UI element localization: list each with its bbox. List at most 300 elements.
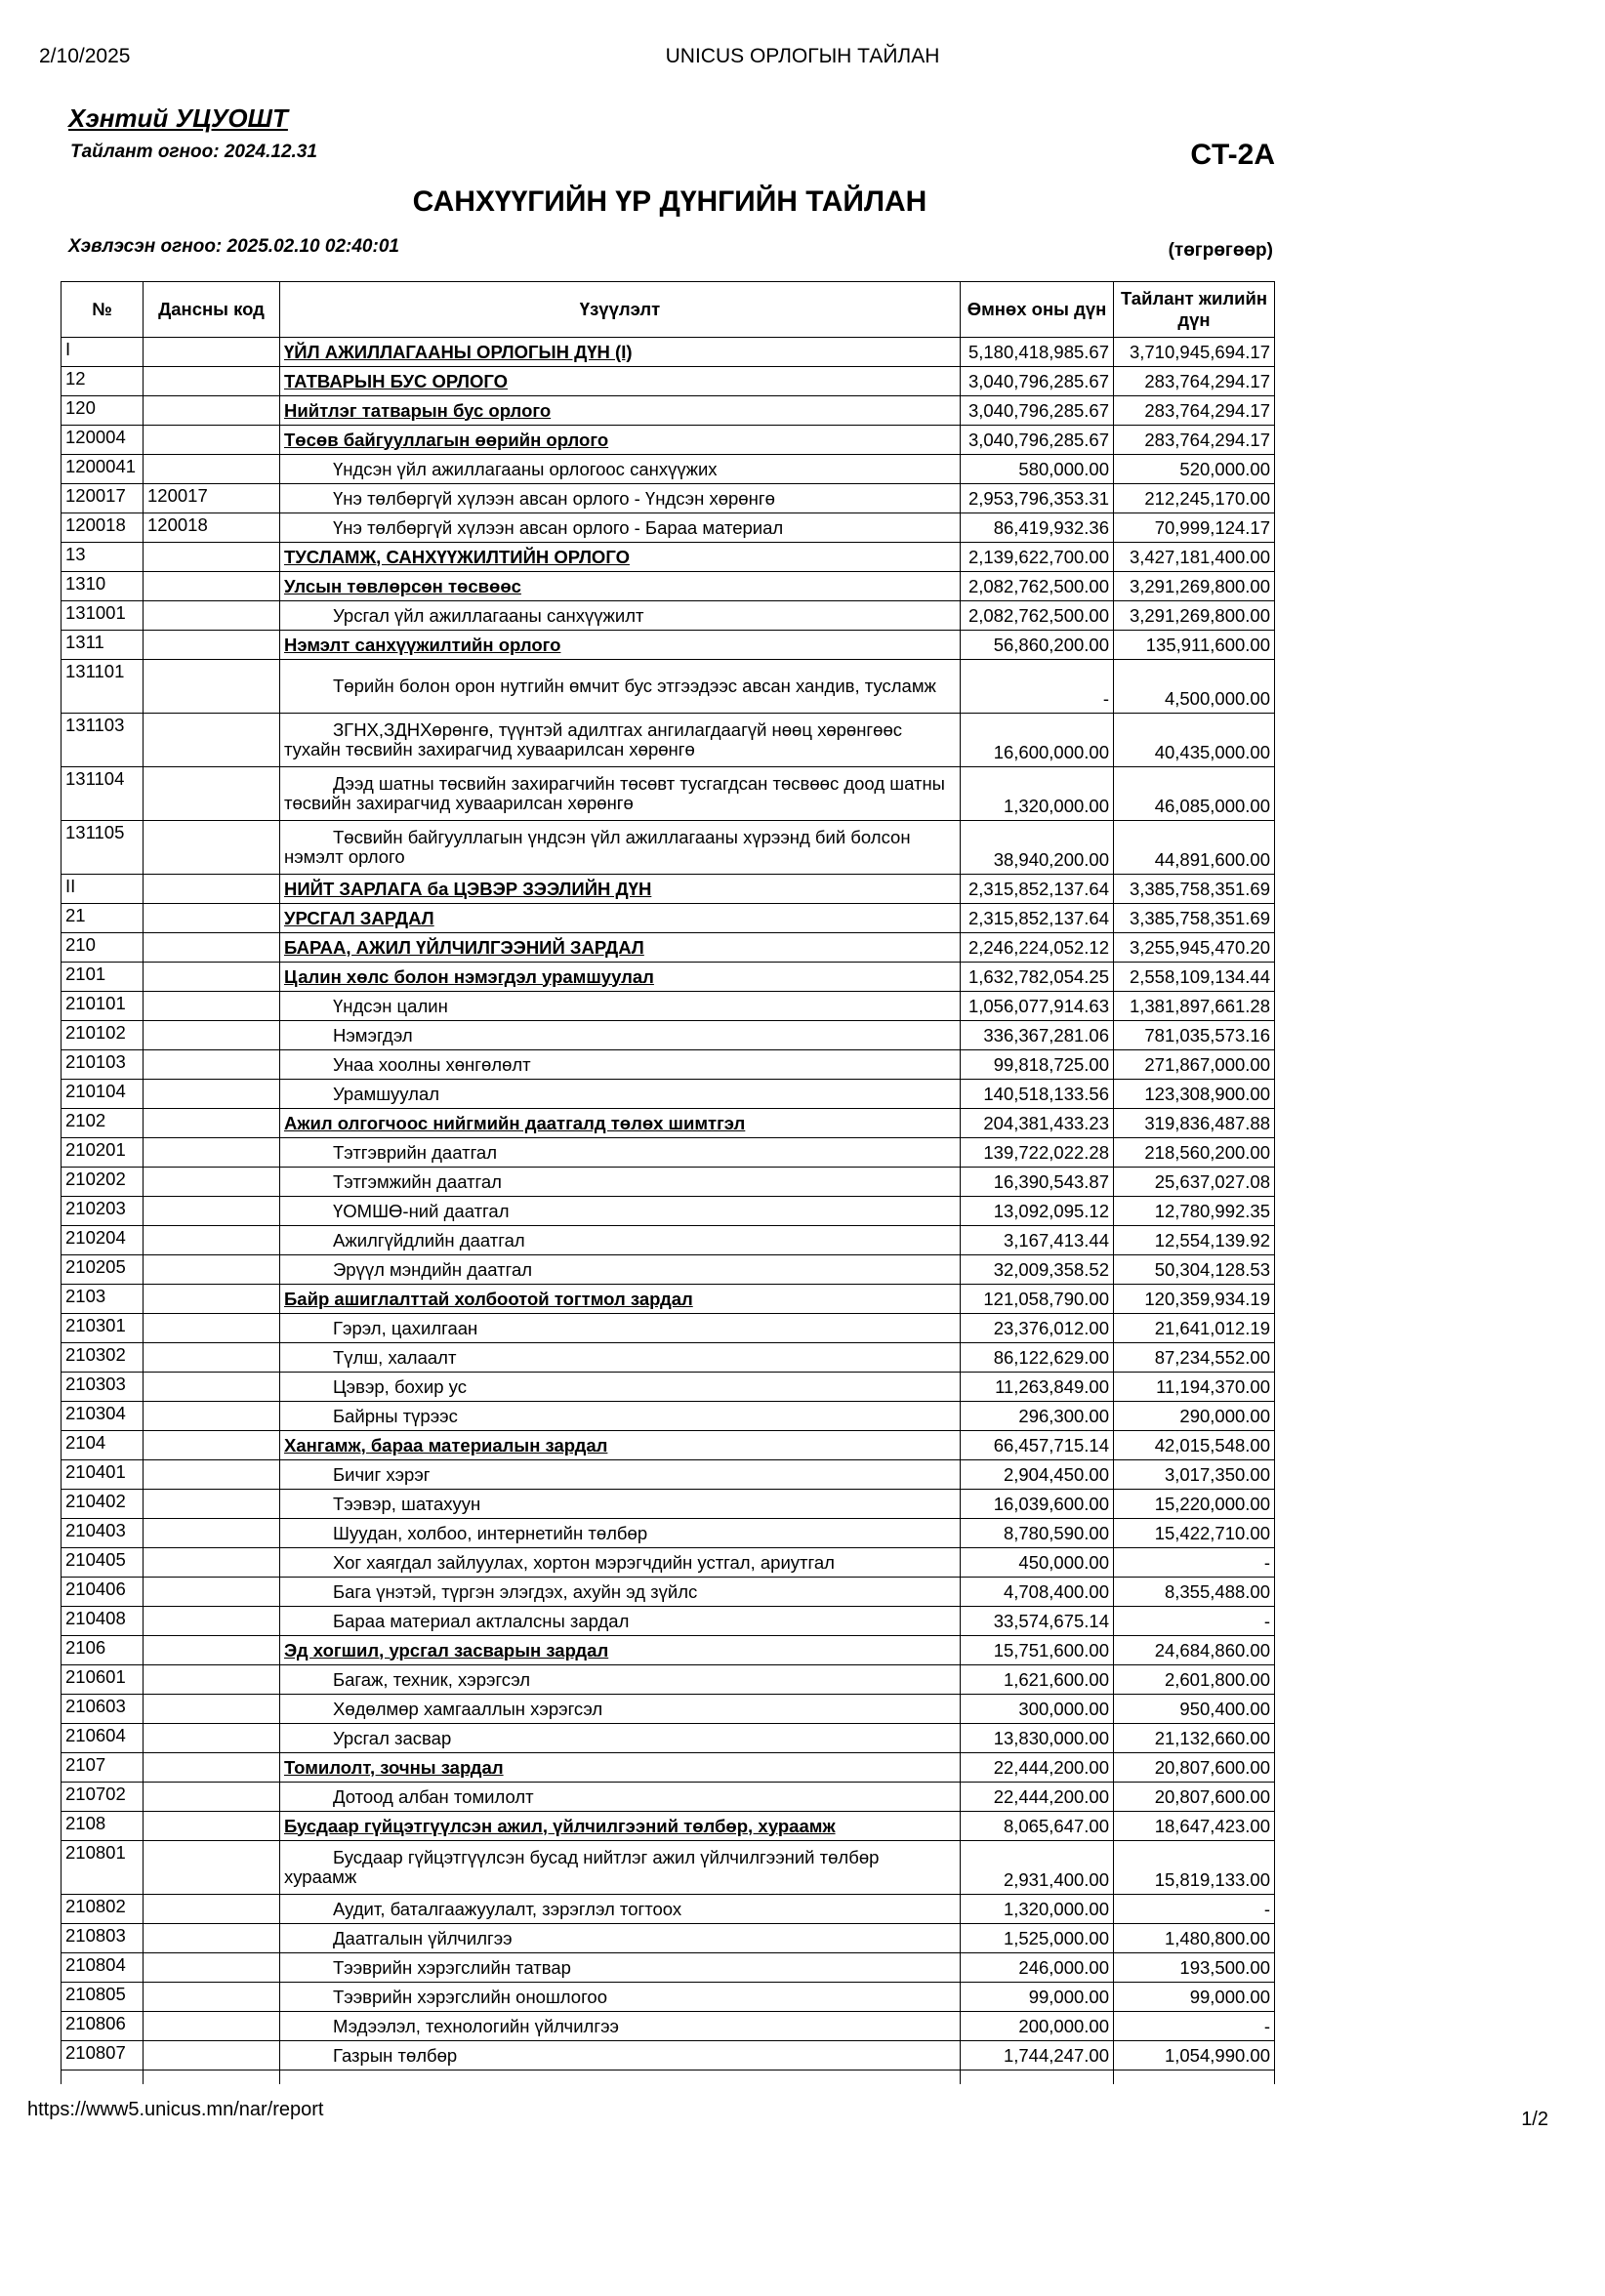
current-year-amount: 11,194,370.00	[1114, 1373, 1275, 1402]
current-year-amount: 8,355,488.00	[1114, 1578, 1275, 1607]
current-year-amount: 42,015,548.00	[1114, 1431, 1275, 1460]
indicator-label: Дээд шатны төсвийн захирагчийн төсөвт тусгагдсан төсвөөс доод шатны төсвийн захирагчид хуваарилсан хөрөнгө	[284, 773, 945, 813]
row-number: 120004	[62, 426, 144, 455]
page-title: САНХҮҮГИЙН ҮР ДҮНГИЙН ТАЙЛАН	[412, 185, 927, 218]
table-row	[62, 1983, 1275, 2012]
account-code	[144, 1285, 280, 1314]
current-year-amount: 283,764,294.17	[1114, 367, 1275, 396]
table-row	[62, 1519, 1275, 1548]
current-year-amount: 283,764,294.17	[1114, 396, 1275, 426]
indicator-name: Нэмэлт санхүүжилтийн орлого	[280, 631, 961, 660]
table-row	[62, 1285, 1275, 1314]
table-row	[62, 1841, 1275, 1895]
row-number: II	[62, 875, 144, 904]
table-row	[62, 1138, 1275, 1168]
table-row	[62, 1343, 1275, 1373]
indicator-name: Ажил олгогчоос нийгмийн даатгалд төлөх шимтгэл	[280, 1109, 961, 1138]
organization-name: Хэнтий УЦУОШТ	[68, 103, 288, 133]
indicator-label: Төрийн болон орон нутгийн өмчит бус этгээдээс авсан хандив, тусламж	[333, 676, 936, 696]
previous-year-amount: 11,263,849.00	[961, 1373, 1114, 1402]
current-year-amount: 20,807,600.00	[1114, 1783, 1275, 1812]
indicator-name	[280, 714, 961, 767]
previous-year-amount: 2,953,796,353.31	[961, 484, 1114, 513]
account-code	[144, 821, 280, 875]
indicator-label: Шуудан, холбоо, интернетийн төлбөр	[333, 1522, 648, 1543]
indicator-name	[280, 1895, 961, 1924]
previous-year-amount: 246,000.00	[961, 1953, 1114, 1983]
account-code	[144, 1168, 280, 1197]
indicator-label: Эрүүл мэндийн даатгал	[333, 1258, 533, 1280]
indicator-name: Төсөв байгууллагын өөрийн орлого	[280, 426, 961, 455]
previous-year-amount: 450,000.00	[961, 1548, 1114, 1578]
table-row	[62, 1402, 1275, 1431]
table-row	[62, 1548, 1275, 1578]
table-row	[62, 455, 1275, 484]
row-number: 210806	[62, 2012, 144, 2041]
indicator-label: Газрын төлбөр	[333, 2044, 458, 2066]
indicator-label: Бараа материал актлалсны зардал	[333, 1610, 630, 1631]
table-row	[62, 1460, 1275, 1490]
row-number: 1310	[62, 572, 144, 601]
previous-year-amount: 200,000.00	[961, 2012, 1114, 2041]
row-number: 210202	[62, 1168, 144, 1197]
account-code	[144, 2012, 280, 2041]
indicator-label: Нэмэгдэл	[333, 1024, 413, 1046]
account-code	[144, 1255, 280, 1285]
indicator-label: Аудит, баталгаажуулалт, зэрэглэл тогтоох	[333, 1898, 682, 1919]
current-year-amount: 20,807,600.00	[1114, 1753, 1275, 1783]
form-code: CT-2A	[1190, 139, 1275, 171]
indicator-name: Нийтлэг татварын бус орлого	[280, 396, 961, 426]
account-code	[144, 904, 280, 933]
row-number: 210807	[62, 2041, 144, 2070]
indicator-name	[280, 484, 961, 513]
table-row	[62, 1314, 1275, 1343]
table-row	[62, 1695, 1275, 1724]
account-code	[144, 1050, 280, 1080]
current-year-amount: 290,000.00	[1114, 1402, 1275, 1431]
previous-year-amount: 2,139,622,700.00	[961, 543, 1114, 572]
indicator-name	[280, 1578, 961, 1607]
row-number: 210	[62, 933, 144, 963]
account-code	[144, 1109, 280, 1138]
account-code	[144, 1841, 280, 1895]
account-code	[144, 1431, 280, 1460]
row-number: 210104	[62, 1080, 144, 1109]
indicator-name: ҮЙЛ АЖИЛЛАГААНЫ ОРЛОГЫН ДҮН (I)	[280, 338, 961, 367]
current-year-amount: 40,435,000.00	[1114, 714, 1275, 767]
table-row	[62, 1109, 1275, 1138]
account-code	[144, 1607, 280, 1636]
current-year-amount: 15,819,133.00	[1114, 1841, 1275, 1895]
indicator-name: Эд хогшил, урсгал засварын зардал	[280, 1636, 961, 1665]
current-year-amount: 1,054,990.00	[1114, 2041, 1275, 2070]
table-row	[62, 396, 1275, 426]
account-code	[144, 1724, 280, 1753]
current-year-amount: 70,999,124.17	[1114, 513, 1275, 543]
previous-year-amount: 2,315,852,137.64	[961, 904, 1114, 933]
previous-year-amount: 86,122,629.00	[961, 1343, 1114, 1373]
current-year-amount: 218,560,200.00	[1114, 1138, 1275, 1168]
empty-cell	[62, 2070, 144, 2085]
row-number: 2107	[62, 1753, 144, 1783]
row-number: 131104	[62, 767, 144, 821]
indicator-name: Байр ашиглалттай холбоотой тогтмол зардал	[280, 1285, 961, 1314]
previous-year-amount: 22,444,200.00	[961, 1753, 1114, 1783]
indicator-name	[280, 513, 961, 543]
table-row	[62, 338, 1275, 367]
account-code	[144, 1695, 280, 1724]
table-row	[62, 572, 1275, 601]
indicator-name	[280, 1373, 961, 1402]
account-code	[144, 1460, 280, 1490]
row-number: 12	[62, 367, 144, 396]
row-number: 210603	[62, 1695, 144, 1724]
indicator-name: БАРАА, АЖИЛ ҮЙЛЧИЛГЭЭНИЙ ЗАРДАЛ	[280, 933, 961, 963]
previous-year-amount: 8,065,647.00	[961, 1812, 1114, 1841]
row-number: 210401	[62, 1460, 144, 1490]
indicator-label: Тэтгэмжийн даатгал	[333, 1170, 502, 1192]
indicator-name	[280, 1841, 961, 1895]
current-year-amount: 3,710,945,694.17	[1114, 338, 1275, 367]
row-number: 2103	[62, 1285, 144, 1314]
indicator-name: Бусдаар гүйцэтгүүлсэн ажил, үйлчилгээний төлбөр, хураамж	[280, 1812, 961, 1841]
indicator-name	[280, 1050, 961, 1080]
indicator-name	[280, 2012, 961, 2041]
table-row	[62, 631, 1275, 660]
current-year-amount: 2,601,800.00	[1114, 1665, 1275, 1695]
row-number: 210408	[62, 1607, 144, 1636]
table-row	[62, 1895, 1275, 1924]
table-row	[62, 1021, 1275, 1050]
indicator-name	[280, 1924, 961, 1953]
report-date: Тайлант огноо: 2024.12.31	[70, 142, 317, 162]
row-number: 210201	[62, 1138, 144, 1168]
indicator-name	[280, 821, 961, 875]
table-row	[62, 1226, 1275, 1255]
row-number: 210304	[62, 1402, 144, 1431]
indicator-name	[280, 1983, 961, 2012]
indicator-name	[280, 455, 961, 484]
current-year-amount: 50,304,128.53	[1114, 1255, 1275, 1285]
current-year-amount: 46,085,000.00	[1114, 767, 1275, 821]
account-code	[144, 992, 280, 1021]
table-header-row	[62, 282, 1275, 338]
table-row	[62, 1431, 1275, 1460]
account-code	[144, 1753, 280, 1783]
account-code	[144, 543, 280, 572]
indicator-name: Улсын төвлөрсөн төсвөөс	[280, 572, 961, 601]
table-row	[62, 1753, 1275, 1783]
empty-cell	[144, 2070, 280, 2085]
row-number: 131105	[62, 821, 144, 875]
row-number: 210205	[62, 1255, 144, 1285]
indicator-label: Тээврийн хэрэгслийн оношлогоо	[333, 1986, 607, 2007]
previous-year-amount: 33,574,675.14	[961, 1607, 1114, 1636]
previous-year-amount: 2,904,450.00	[961, 1460, 1114, 1490]
previous-year-amount: 56,860,200.00	[961, 631, 1114, 660]
indicator-label: Гэрэл, цахилгаан	[333, 1317, 478, 1338]
indicator-label: Унаа хоолны хөнгөлөлт	[333, 1053, 531, 1075]
account-code	[144, 1080, 280, 1109]
current-year-amount: 271,867,000.00	[1114, 1050, 1275, 1080]
account-code	[144, 875, 280, 904]
table-row	[62, 1490, 1275, 1519]
previous-year-amount: 16,039,600.00	[961, 1490, 1114, 1519]
indicator-name	[280, 2041, 961, 2070]
account-code	[144, 1578, 280, 1607]
row-number: 2108	[62, 1812, 144, 1841]
row-number: 210101	[62, 992, 144, 1021]
row-number: 210103	[62, 1050, 144, 1080]
indicator-label: Бага үнэтэй, түргэн элэгдэх, ахуйн эд зүйлс	[333, 1580, 698, 1602]
table-row	[62, 367, 1275, 396]
indicator-name	[280, 1460, 961, 1490]
account-code	[144, 426, 280, 455]
table-row	[62, 714, 1275, 767]
account-code	[144, 1783, 280, 1812]
column-header-account-code: Дансны код	[144, 282, 280, 338]
previous-year-amount: 204,381,433.23	[961, 1109, 1114, 1138]
row-number: 210303	[62, 1373, 144, 1402]
previous-year-amount: 336,367,281.06	[961, 1021, 1114, 1050]
previous-year-amount: 1,056,077,914.63	[961, 992, 1114, 1021]
previous-year-amount: 38,940,200.00	[961, 821, 1114, 875]
account-code	[144, 963, 280, 992]
table-row	[62, 821, 1275, 875]
previous-year-amount: 3,040,796,285.67	[961, 396, 1114, 426]
previous-year-amount: 1,621,600.00	[961, 1665, 1114, 1695]
current-year-amount: 12,554,139.92	[1114, 1226, 1275, 1255]
table-row	[62, 601, 1275, 631]
account-code	[144, 1983, 280, 2012]
table-continuation-row	[62, 2070, 1275, 2085]
previous-year-amount: 2,315,852,137.64	[961, 875, 1114, 904]
previous-year-amount: 86,419,932.36	[961, 513, 1114, 543]
row-number: 131101	[62, 660, 144, 714]
indicator-name	[280, 1519, 961, 1548]
row-number: 210802	[62, 1895, 144, 1924]
row-number: 1200041	[62, 455, 144, 484]
account-code	[144, 1548, 280, 1578]
previous-year-amount: 140,518,133.56	[961, 1080, 1114, 1109]
indicator-label: ЗГНХ,ЗДНХөрөнгө, түүнтэй адилтгах ангилагдаагүй нөөц хөрөнгөөс тухайн төсвийн захирагчид хуваарилсан хөрөнгө	[284, 719, 902, 759]
indicator-name: УРСГАЛ ЗАРДАЛ	[280, 904, 961, 933]
account-code	[144, 2041, 280, 2070]
previous-year-amount: 2,931,400.00	[961, 1841, 1114, 1895]
indicator-name	[280, 1197, 961, 1226]
current-year-amount: 3,291,269,800.00	[1114, 572, 1275, 601]
current-year-amount: 4,500,000.00	[1114, 660, 1275, 714]
row-number: 131001	[62, 601, 144, 631]
indicator-label: Байрны түрээс	[333, 1405, 458, 1426]
row-number: 210805	[62, 1983, 144, 2012]
row-number: 120018	[62, 513, 144, 543]
indicator-name	[280, 1226, 961, 1255]
table-row	[62, 1197, 1275, 1226]
current-year-amount: -	[1114, 1607, 1275, 1636]
previous-year-amount: 15,751,600.00	[961, 1636, 1114, 1665]
previous-year-amount: 13,092,095.12	[961, 1197, 1114, 1226]
current-year-amount: 212,245,170.00	[1114, 484, 1275, 513]
row-number: I	[62, 338, 144, 367]
indicator-label: Дотоод албан томилолт	[333, 1785, 534, 1807]
account-code	[144, 933, 280, 963]
current-year-amount: 1,381,897,661.28	[1114, 992, 1275, 1021]
table-row	[62, 933, 1275, 963]
account-code	[144, 338, 280, 367]
current-year-amount: 319,836,487.88	[1114, 1109, 1275, 1138]
previous-year-amount: 99,000.00	[961, 1983, 1114, 2012]
account-code	[144, 1953, 280, 1983]
table-row	[62, 992, 1275, 1021]
current-year-amount: 123,308,900.00	[1114, 1080, 1275, 1109]
previous-year-amount: -	[961, 660, 1114, 714]
indicator-name	[280, 1490, 961, 1519]
previous-year-amount: 1,525,000.00	[961, 1924, 1114, 1953]
account-code	[144, 1197, 280, 1226]
current-year-amount: 15,220,000.00	[1114, 1490, 1275, 1519]
current-year-amount: 520,000.00	[1114, 455, 1275, 484]
previous-year-amount: 66,457,715.14	[961, 1431, 1114, 1460]
current-year-amount: 21,641,012.19	[1114, 1314, 1275, 1343]
table-row	[62, 1255, 1275, 1285]
indicator-label: Үндсэн цалин	[333, 995, 448, 1016]
indicator-label: Урсгал засвар	[333, 1727, 452, 1748]
previous-year-amount: 8,780,590.00	[961, 1519, 1114, 1548]
table-row	[62, 1050, 1275, 1080]
previous-year-amount: 121,058,790.00	[961, 1285, 1114, 1314]
table-row	[62, 543, 1275, 572]
indicator-label: Даатгалын үйлчилгээ	[333, 1927, 513, 1948]
previous-year-amount: 4,708,400.00	[961, 1578, 1114, 1607]
indicator-name	[280, 1255, 961, 1285]
indicator-name	[280, 1783, 961, 1812]
row-number: 210803	[62, 1924, 144, 1953]
previous-year-amount: 99,818,725.00	[961, 1050, 1114, 1080]
indicator-name	[280, 660, 961, 714]
table-row	[62, 484, 1275, 513]
account-code	[144, 714, 280, 767]
row-number: 210702	[62, 1783, 144, 1812]
table-row	[62, 2041, 1275, 2070]
account-code	[144, 572, 280, 601]
current-year-amount: -	[1114, 1548, 1275, 1578]
previous-year-amount: 3,167,413.44	[961, 1226, 1114, 1255]
account-code	[144, 455, 280, 484]
row-number: 2106	[62, 1636, 144, 1665]
current-year-amount: 1,480,800.00	[1114, 1924, 1275, 1953]
row-number: 120017	[62, 484, 144, 513]
indicator-name	[280, 1548, 961, 1578]
printed-at: Хэвлэсэн огноо: 2025.02.10 02:40:01	[68, 236, 399, 257]
current-year-amount: 3,427,181,400.00	[1114, 543, 1275, 572]
current-year-amount: 25,637,027.08	[1114, 1168, 1275, 1197]
account-code	[144, 631, 280, 660]
currency-unit: (төгрөгөөр)	[1168, 240, 1273, 261]
row-number: 120	[62, 396, 144, 426]
account-code	[144, 1895, 280, 1924]
indicator-name	[280, 1080, 961, 1109]
previous-year-amount: 2,246,224,052.12	[961, 933, 1114, 963]
previous-year-amount: 1,320,000.00	[961, 767, 1114, 821]
account-code: 120017	[144, 484, 280, 513]
account-code	[144, 367, 280, 396]
table-row	[62, 1080, 1275, 1109]
table-row	[62, 767, 1275, 821]
row-number: 210403	[62, 1519, 144, 1548]
indicator-label: Бусдаар гүйцэтгүүлсэн бусад нийтлэг ажил үйлчилгээний төлбөр хураамж	[284, 1847, 880, 1887]
row-number: 2102	[62, 1109, 144, 1138]
indicator-label: Мэдээлэл, технологийн үйлчилгээ	[333, 2015, 619, 2036]
account-code	[144, 1402, 280, 1431]
row-number: 21	[62, 904, 144, 933]
current-year-amount: 3,017,350.00	[1114, 1460, 1275, 1490]
row-number: 210102	[62, 1021, 144, 1050]
indicator-label: Бичиг хэрэг	[333, 1463, 431, 1485]
page-number: 1/2	[1521, 2109, 1548, 2130]
indicator-name	[280, 601, 961, 631]
previous-year-amount: 5,180,418,985.67	[961, 338, 1114, 367]
account-code	[144, 660, 280, 714]
indicator-label: Цэвэр, бохир ус	[333, 1375, 467, 1397]
account-code	[144, 1812, 280, 1841]
table-row	[62, 1724, 1275, 1753]
row-number: 131103	[62, 714, 144, 767]
previous-year-amount: 13,830,000.00	[961, 1724, 1114, 1753]
print-title: UNICUS ОРЛОГЫН ТАЙЛАН	[665, 45, 940, 67]
previous-year-amount: 22,444,200.00	[961, 1783, 1114, 1812]
account-code	[144, 1490, 280, 1519]
indicator-name	[280, 1724, 961, 1753]
row-number: 1311	[62, 631, 144, 660]
indicator-label: Түлш, халаалт	[333, 1346, 457, 1368]
current-year-amount: 44,891,600.00	[1114, 821, 1275, 875]
previous-year-amount: 16,600,000.00	[961, 714, 1114, 767]
current-year-amount: -	[1114, 2012, 1275, 2041]
account-code	[144, 601, 280, 631]
current-year-amount: 135,911,600.00	[1114, 631, 1275, 660]
account-code	[144, 1314, 280, 1343]
current-year-amount: 193,500.00	[1114, 1953, 1275, 1983]
table-row	[62, 963, 1275, 992]
row-number: 210301	[62, 1314, 144, 1343]
account-code	[144, 1226, 280, 1255]
indicator-label: Тээврийн хэрэгслийн татвар	[333, 1956, 571, 1978]
previous-year-amount: 1,744,247.00	[961, 2041, 1114, 2070]
print-date: 2/10/2025	[39, 45, 131, 67]
row-number: 13	[62, 543, 144, 572]
indicator-label: Үнэ төлбөргүй хүлээн авсан орлого - Бараа материал	[333, 516, 784, 538]
indicator-name: Цалин хөлс болон нэмэгдэл урамшуулал	[280, 963, 961, 992]
footer-url: https://www5.unicus.mn/nar/report	[27, 2099, 324, 2120]
empty-cell	[1114, 2070, 1275, 2085]
account-code	[144, 396, 280, 426]
row-number: 210204	[62, 1226, 144, 1255]
indicator-label: Тээвэр, шатахуун	[333, 1493, 481, 1514]
table-row	[62, 426, 1275, 455]
column-header-indicator: Үзүүлэлт	[280, 282, 961, 338]
indicator-label: Урамшуулал	[333, 1083, 440, 1104]
indicator-name: НИЙТ ЗАРЛАГА ба ЦЭВЭР ЗЭЭЛИЙН ДҮН	[280, 875, 961, 904]
indicator-label: Урсгал үйл ажиллагааны санхүүжилт	[333, 604, 644, 626]
account-code	[144, 1519, 280, 1548]
account-code	[144, 767, 280, 821]
indicator-name	[280, 1138, 961, 1168]
indicator-label: Хөдөлмөр хамгааллын хэрэгсэл	[333, 1698, 603, 1719]
column-header-previous-year: Өмнөх оны дүн	[961, 282, 1114, 338]
current-year-amount: 12,780,992.35	[1114, 1197, 1275, 1226]
